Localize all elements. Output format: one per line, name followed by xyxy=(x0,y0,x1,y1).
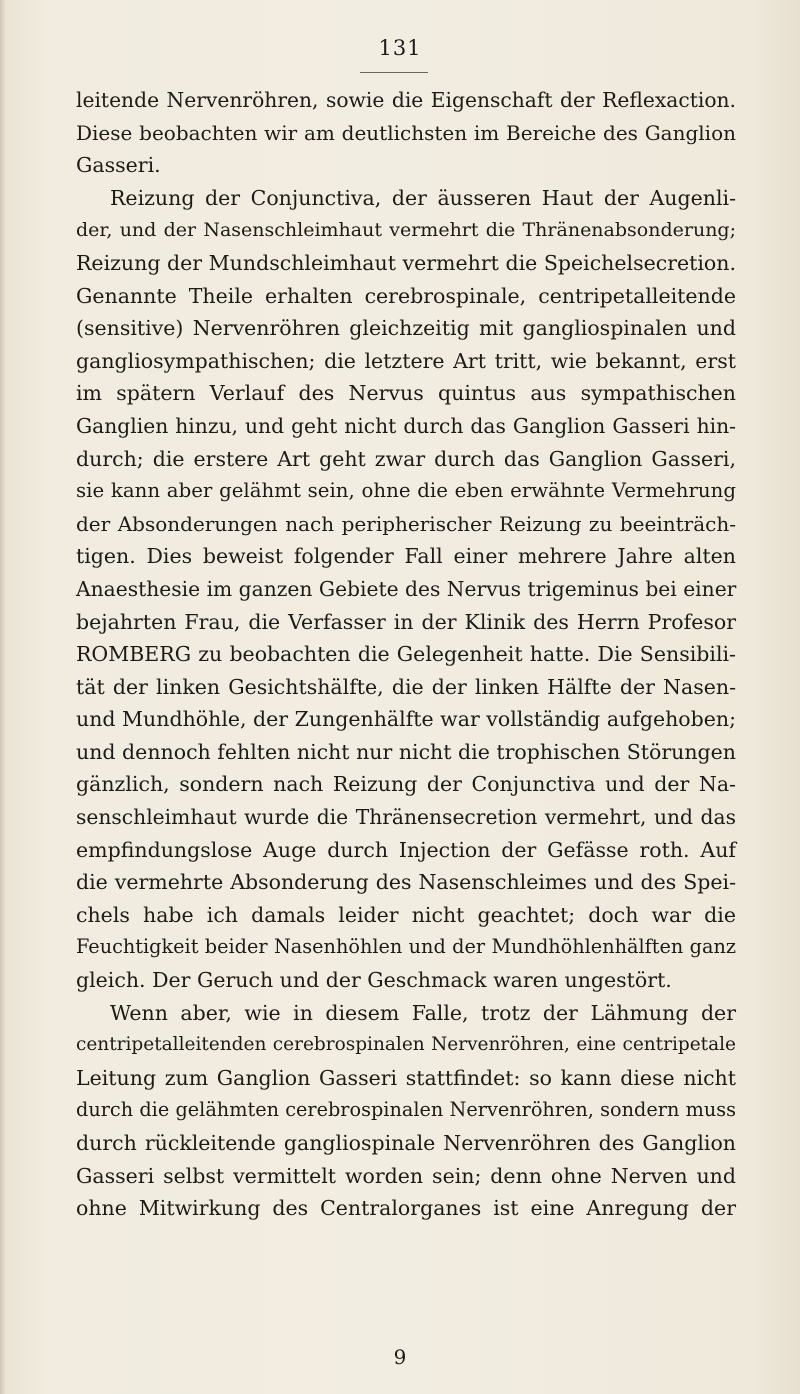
text-line: chels habe ich damals leider nicht geachtet; doch war die xyxy=(76,902,736,927)
text-line: ohne Mitwirkung des Centralorganes ist eine Anregung der xyxy=(76,1196,736,1221)
text-line: gleich. Der Geruch und der Geschmack waren ungestört. xyxy=(76,968,672,993)
text-line: gänzlich, sondern nach Reizung der Conjunctiva und der Na- xyxy=(76,772,736,797)
text-line: Diese beobachten wir am deutlichsten im Bereiche des Ganglion xyxy=(76,120,736,145)
page-number-underline xyxy=(360,72,428,73)
page-binding-shadow xyxy=(0,0,6,1394)
text-line: Genannte Theile erhalten cerebrospinale, centripetalleitende xyxy=(76,283,736,308)
text-line: der Absonderungen nach peripherischer Reizung zu beeinträch- xyxy=(76,511,736,536)
page-number: 131 xyxy=(378,36,422,60)
text-line: durch die gelähmten cerebrospinalen Nervenröhren, sondern muss xyxy=(76,1098,736,1122)
text-line: sie kann aber gelähmt sein, ohne die eben erwähnte Vermehrung xyxy=(76,479,736,503)
text-line: und dennoch fehlten nicht nur nicht die trophischen Störungen xyxy=(76,739,736,764)
text-line: ROMBERG zu beobachten die Gelegenheit hatte. Die Sensibili- xyxy=(76,642,736,667)
text-line: der, und der Nasenschleimhaut vermehrt die Thränenabsonderung; xyxy=(76,219,736,242)
text-line: durch rückleitende gangliospinale Nervenröhren des Ganglion xyxy=(76,1131,736,1155)
text-line: empfindungslose Auge durch Injection der Gefässe roth. Auf xyxy=(76,837,736,862)
text-line: (sensitive) Nervenröhren gleichzeitig mit gangliospinalen und xyxy=(76,316,736,341)
signature-mark: 9 xyxy=(393,1345,407,1369)
text-line: Gasseri selbst vermittelt worden sein; denn ohne Nerven und xyxy=(76,1163,736,1188)
text-line: und Mundhöhle, der Zungenhälfte war vollständig aufgehoben; xyxy=(76,707,736,732)
text-line: im spätern Verlauf des Nervus quintus aus sympathischen xyxy=(76,381,736,406)
text-line: bejahrten Frau, die Verfasser in der Klinik des Herrn Profesor xyxy=(76,609,736,634)
text-line: gangliosympathischen; die letztere Art tritt, wie bekannt, erst xyxy=(76,348,736,373)
text-line: Wenn aber, wie in diesem Falle, trotz der Lähmung der xyxy=(110,1000,736,1025)
text-line: leitende Nervenröhren, sowie die Eigenschaft der Reflexaction. xyxy=(76,88,736,112)
text-line: centripetalleitenden cerebrospinalen Nervenröhren, eine centripetale xyxy=(76,1034,736,1056)
text-line: Anaesthesie im ganzen Gebiete des Nervus trigeminus bei einer xyxy=(76,576,737,601)
text-line: durch; die erstere Art geht zwar durch das Ganglion Gasseri, xyxy=(76,446,736,471)
text-line: Gasseri. xyxy=(76,153,161,178)
text-line: Reizung der Conjunctiva, der äusseren Haut der Augenli- xyxy=(110,185,736,210)
text-line: Ganglien hinzu, und geht nicht durch das Ganglion Gasseri hin- xyxy=(76,413,736,438)
text-line: tät der linken Gesichtshälfte, die der linken Hälfte der Nasen- xyxy=(76,674,736,699)
text-line: Reizung der Mundschleimhaut vermehrt die Speichelsecretion. xyxy=(76,250,736,275)
text-line: die vermehrte Absonderung des Nasenschleimes und des Spei- xyxy=(76,870,736,895)
body-text xyxy=(76,84,736,1225)
text-line: senschleimhaut wurde die Thränensecretion vermehrt, und das xyxy=(76,805,736,830)
text-line: tigen. Dies beweist folgender Fall einer mehrere Jahre alten xyxy=(76,544,736,569)
text-line: Leitung zum Ganglion Gasseri stattfindet: so kann diese nicht xyxy=(76,1065,736,1090)
text-line: Feuchtigkeit beider Nasenhöhlen und der Mundhöhlenhälften ganz xyxy=(76,935,736,959)
